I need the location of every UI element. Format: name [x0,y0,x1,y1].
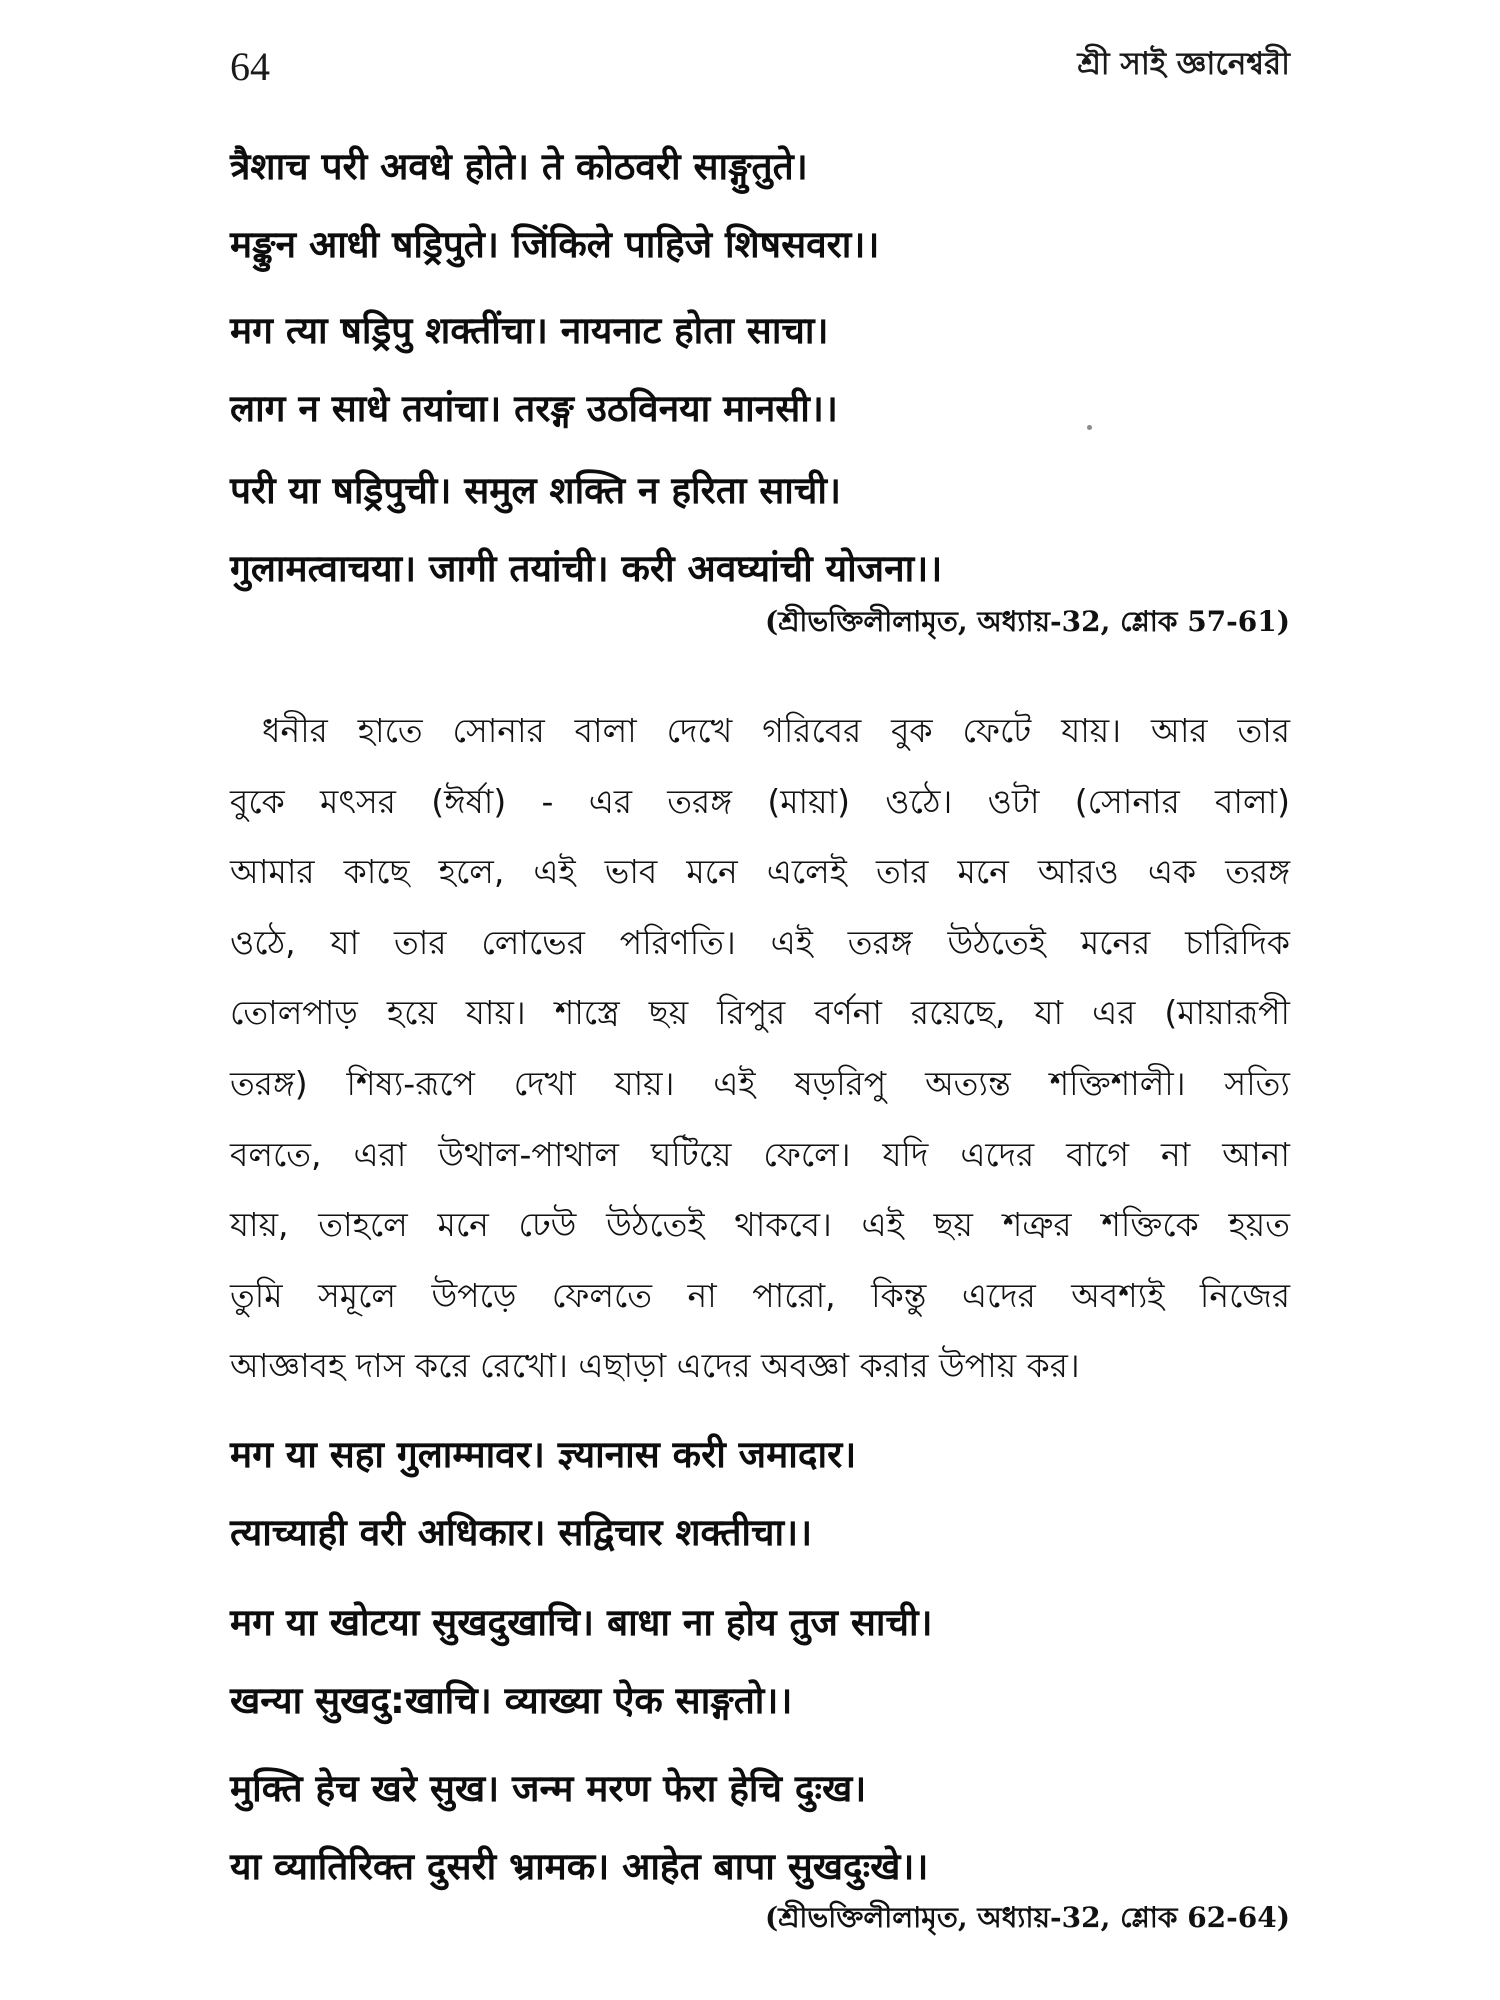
prose-line: তুমি সমূলে উপড়ে ফেলতে না পারো, কিন্তু এদের অবশ্যই নিজের [230,1275,1290,1315]
verse-line: त्रैशाच परी अवधे होते। ते कोठवरी साङ्गुतुते। [230,145,808,188]
prose-line: ধনীর হাতে সোনার বালা দেখে গরিবের বুক ফেটে যায়। আর তার [262,711,1290,750]
verse-couplet-6 [230,1750,1300,1906]
prose-line: বলতে, এরা উথাল-পাথাল ঘটিয়ে ফেলে। যদি এদের বাগে না আনা [230,1134,1290,1174]
verse-line: लाग न साधे तयांचा। तरङ्ग उठविनया मानसी।। [230,387,838,430]
page-number: 64 [230,43,270,89]
verse-couplet-5 [230,1584,1300,1740]
verse-line: परी या षड्रिपुची। समुल शक्ति न हरिता साची। [230,469,841,512]
verse-line: मग त्या षड्रिपु शक्तींचा। नायनाट होता साचा। [230,309,829,352]
verse-line: मग या सहा गुलाम्मावर। ज्ञ्यानास करी जमादार। [230,1433,857,1476]
verse-citation: (শ্রীভক্তিলীলামৃত, অধ্যায়-32, শ্লোক 62-64) [764,1901,1290,1934]
verse-line: या व्यातिरिक्त दुसरी भ्रामक। आहेत बापा सुखदुःखे।। [230,1845,929,1888]
verse-line: गुलामत्वाचया। जागी तयांची। करी अवघ्यांची योजना।। [230,547,943,590]
prose-line: বুকে মৎসর (ঈর্ষা) - এর তরঙ্গ (মায়া) ওঠে। ওটা (সোনার বালা) [230,781,1290,821]
verse-line: खन्या सुखदु:खाचि। व्याख्या ऐक साङ्गतो।। [230,1679,793,1722]
verse-line: मङ्कुन आधी षड्रिपुते। जिंकिले पाहिजे शिषसवरा।। [230,223,880,266]
prose-line: ওঠে, যা তার লোভের পরিণতি। এই তরঙ্গ উঠতেই মনের চারিদিক [230,922,1290,962]
verse-couplet-2 [230,292,1300,448]
verse-couplet-3 [230,452,1300,608]
paper-speck [1087,425,1092,430]
verse-line: मग या खोटया सुखदुखाचि। बाधा ना होय तुज साची। [230,1601,933,1644]
prose-line: আমার কাছে হলে, এই ভাব মনে এলেই তার মনে আরও এক তরঙ্গ [230,852,1290,892]
verse-citation: (শ্রীভক্তিলীলামৃত, অধ্যায়-32, শ্লোক 57-61) [764,605,1290,638]
prose-line: তোলপাড় হয়ে যায়। শাস্ত্রে ছয় রিপুর বর্ণনা রয়েছে, যা এর (মায়ারূপী [230,993,1290,1033]
page-header [230,36,1290,96]
verse-couplet-4 [230,1416,1300,1572]
running-title: শ্রী সাই জ্ঞানেশ্বরী [1077,46,1290,82]
verse-couplet-1 [230,128,1300,284]
verse-line: त्याच्याही वरी अधिकार। सद्विचार शक्तीचा।। [230,1511,813,1554]
prose-line: আজ্ঞাবহ দাস করে রেখো। এছাড়া এদের অবজ্ঞা করার উপায় কর। [230,1346,1080,1386]
prose-line: তরঙ্গ) শিষ্য-রূপে দেখা যায়। এই ষড়রিপু অত্যন্ত শক্তিশালী। সত্যি [230,1063,1290,1103]
prose-paragraph [230,696,1290,1402]
prose-line: যায়, তাহলে মনে ঢেউ উঠতেই থাকবে। এই ছয় শত্রুর শক্তিকে হয়ত [230,1205,1290,1245]
verse-line: मुक्ति हेच खरे सुख। जन्म मरण फेरा हेचि दुःख। [230,1767,867,1810]
